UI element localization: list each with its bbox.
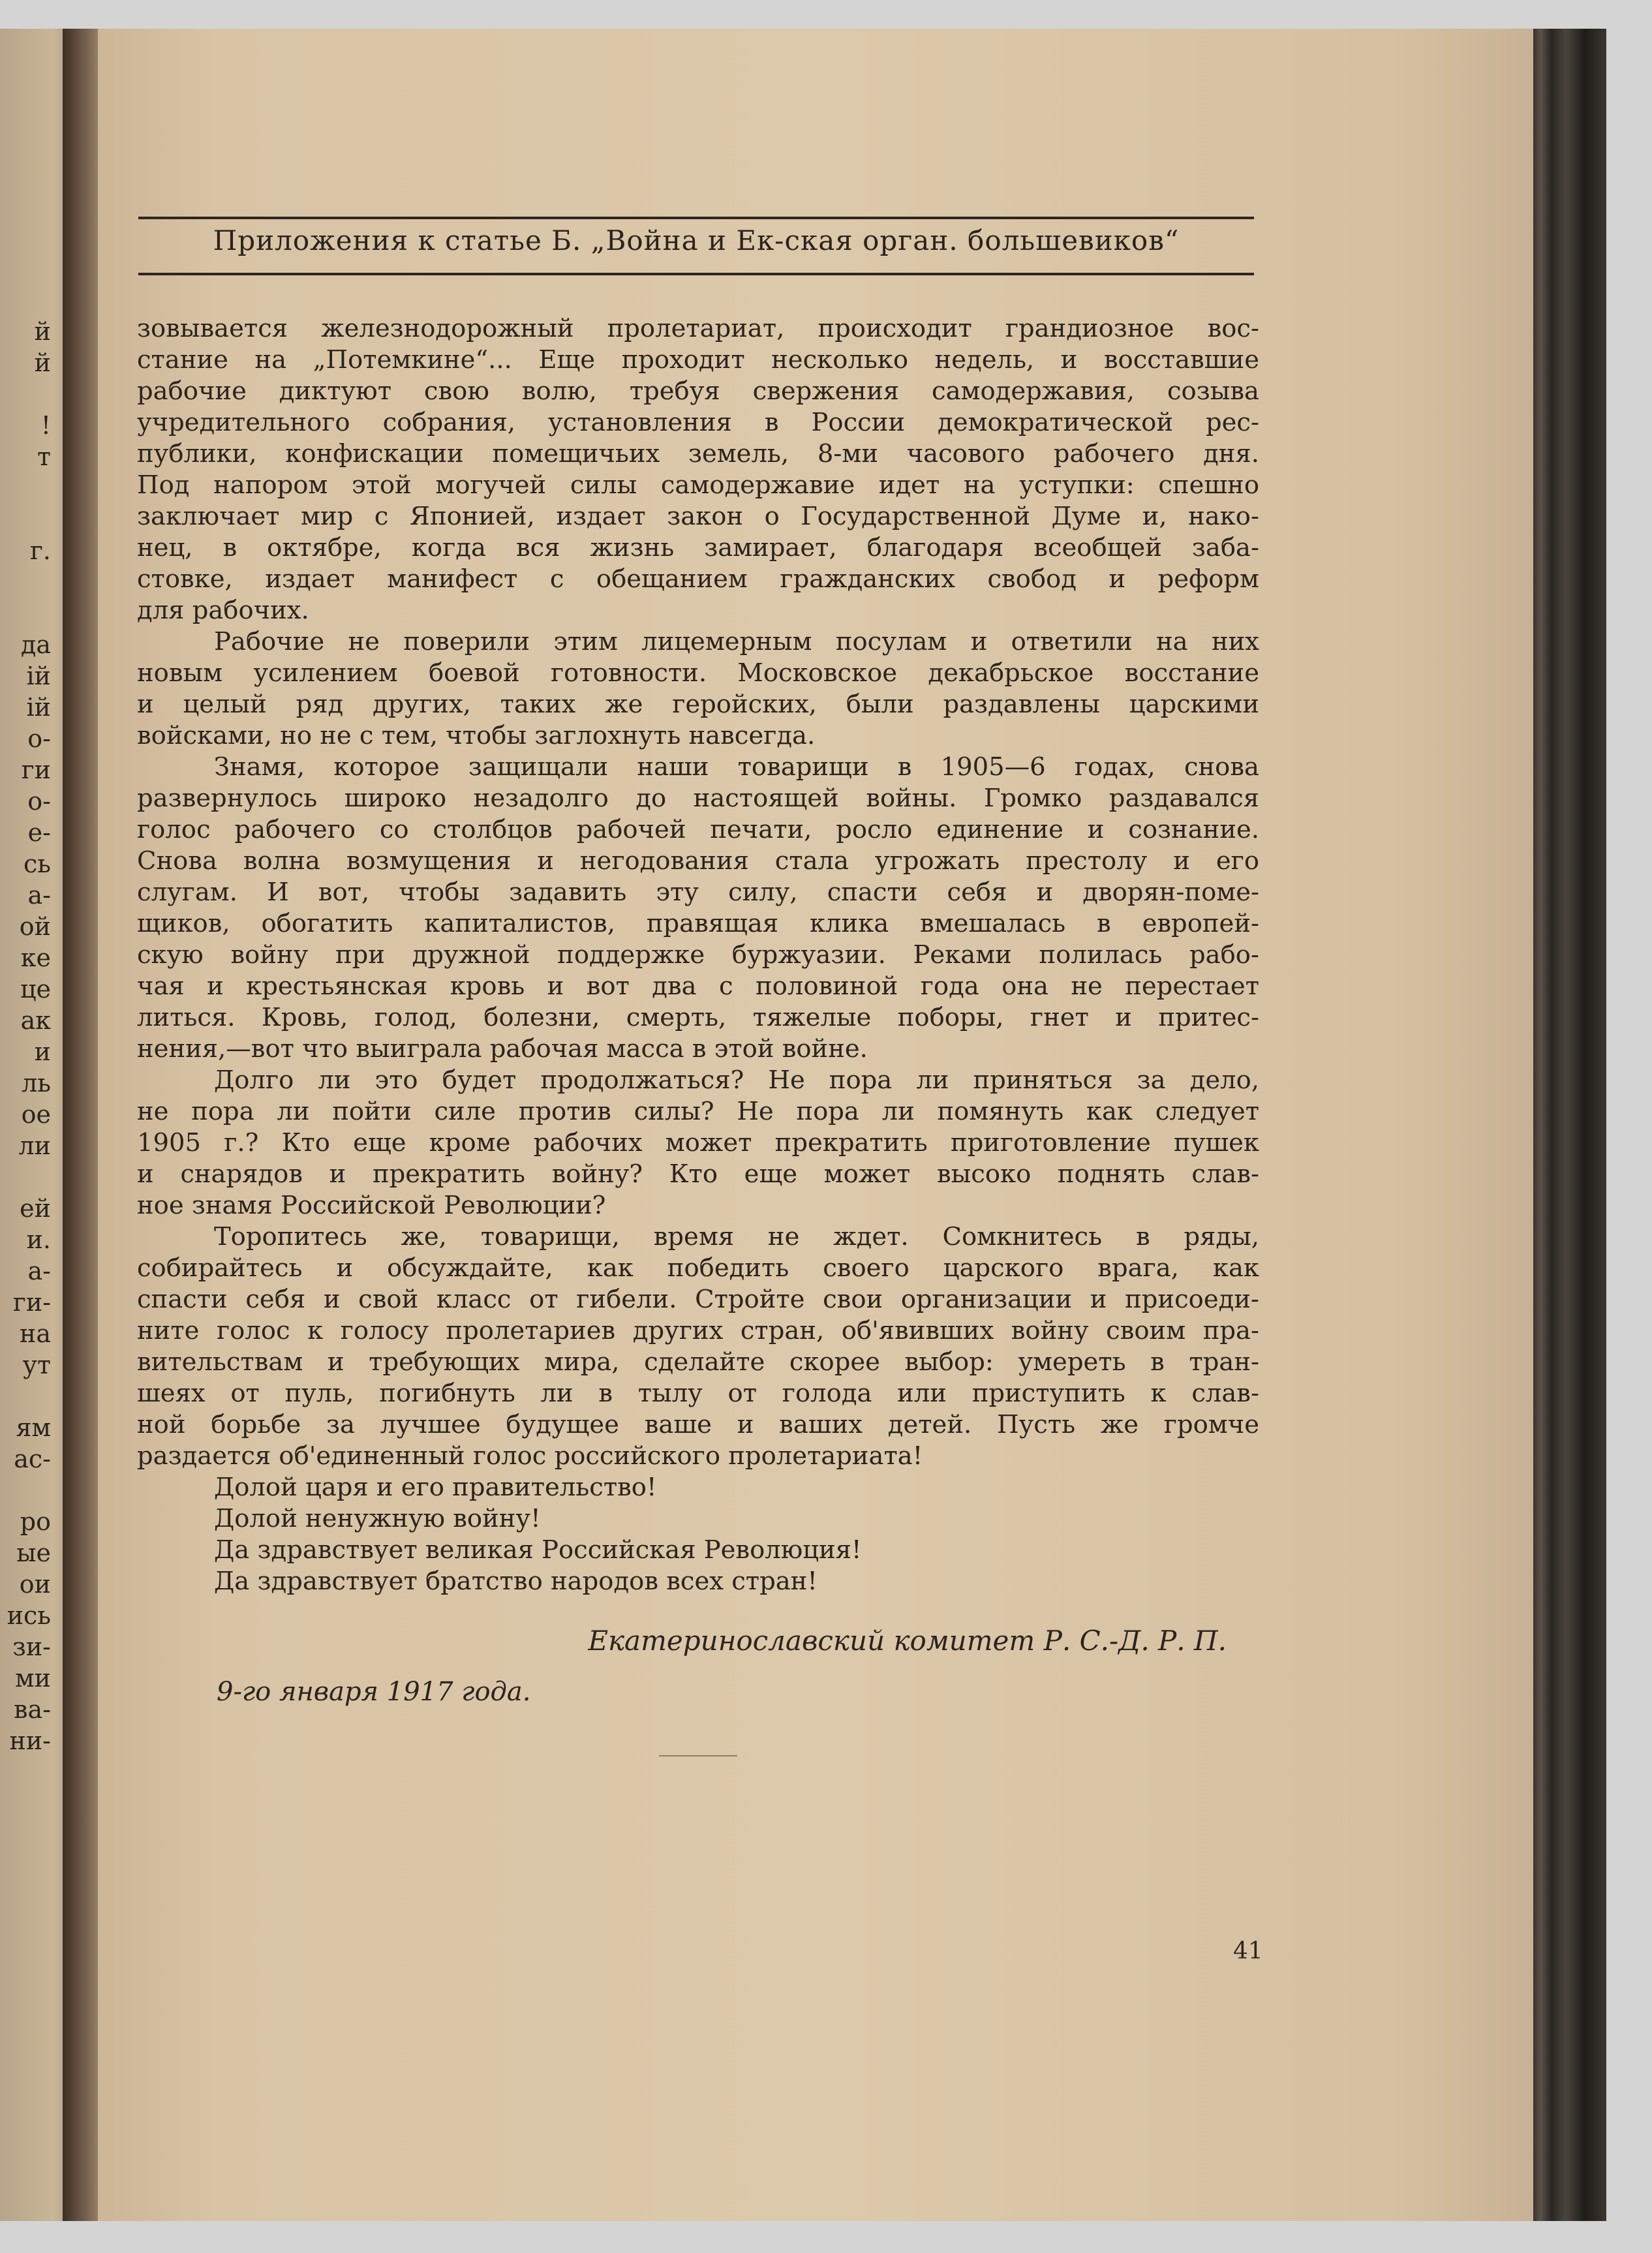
text-line: для рабочих. [137, 596, 309, 625]
prev-page-fragment: ли [18, 1131, 51, 1160]
prev-page-fragment: да [20, 630, 51, 659]
prev-page-fragment: ут [22, 1351, 51, 1379]
prev-page-fragment [0, 1381, 51, 1412]
prev-page-fragment: а- [27, 881, 51, 910]
text-line: рабочие диктуют свою волю, требуя свержения самодержавия, созыва [137, 376, 1259, 406]
prev-page-fragment: ни- [9, 1726, 51, 1755]
prev-page-fragment: ые [16, 1539, 51, 1567]
prev-page-fragment: и. [26, 1225, 51, 1254]
prev-page-fragment: е- [27, 818, 51, 847]
prev-page-fragment [0, 1475, 51, 1506]
prev-page-fragment [0, 1161, 51, 1193]
text-line: раздается об'единенный голос российского пролетариата! [137, 1441, 923, 1471]
text-line: литься. Кровь, голод, болезни, смерть, тяжелые поборы, гнет и притес- [137, 1003, 1259, 1032]
text-line: вительствам и требующих мира, сделайте скорее выбор: умереть в тран- [137, 1347, 1259, 1377]
body-text [137, 313, 1259, 1597]
running-header: Приложения к статье Б. „Война и Ек-ская орган. большевиков“ [213, 224, 1180, 256]
prev-page-fragment: о- [27, 724, 51, 753]
prev-page-fragment: й [34, 317, 51, 346]
text-line: публики, конфискации помещичьих земель, 8-ми часового рабочего дня. [137, 439, 1259, 468]
text-line: учредительного собрания, установления в России демократической рес- [137, 408, 1259, 437]
prev-page-fragment: на [20, 1319, 51, 1348]
closing-rule [659, 1755, 737, 1756]
text-line: спасти себя и свой класс от гибели. Стройте свои организации и присоеди- [137, 1285, 1259, 1314]
text-line: стание на „Потемкине“... Еще проходит несколько недель, и восставшие [137, 345, 1259, 375]
text-line: нец, в октябре, когда вся жизнь замирает, благодаря всеобщей заба- [137, 533, 1259, 562]
text-line: стовке, издает манифест с обещанием гражданских свобод и реформ [137, 564, 1259, 594]
text-line: заключает мир с Японией, издает закон о Государственной Думе и, нако- [137, 502, 1259, 531]
prev-page-fragment: ро [20, 1507, 51, 1536]
prev-page-fragment: це [20, 975, 51, 1004]
prev-page-fragment: ! [40, 411, 51, 440]
prev-page-fragment: ги- [12, 1288, 51, 1317]
book-block-edge [1533, 29, 1606, 2221]
prev-page-fragment: ас- [14, 1445, 51, 1473]
text-line: скую войну при дружной поддержке буржуазии. Реками полилась рабо- [137, 940, 1259, 970]
prev-page-fragment: ми [15, 1664, 51, 1693]
text-line: Да здравствует братство народов всех стран! [214, 1567, 818, 1596]
prev-page-fragment: сь [23, 850, 51, 878]
prev-page-fragment: ій [26, 662, 51, 690]
header-rule-bottom [138, 273, 1254, 275]
text-line: Долго ли это будет продолжаться? Не пора ли приняться за дело, [214, 1065, 1259, 1095]
prev-page-fragment: ги [21, 756, 51, 784]
prev-page-fragment: ое [21, 1100, 51, 1129]
text-line: щиков, обогатить капиталистов, правящая клика вмешалась в европей- [137, 909, 1259, 938]
text-line: шеях от пуль, погибнуть ли в тылу от голода или приступить к слав- [137, 1379, 1259, 1408]
text-line: развернулось широко незадолго до настоящей войны. Громко раздавался [137, 784, 1259, 813]
text-line: и целый ряд других, таких же геройских, были раздавлены царскими [137, 690, 1259, 719]
prev-page-fragment: ке [20, 943, 51, 972]
text-line: голос рабочего со столбцов рабочей печати, росло единение и сознание. [137, 815, 1259, 844]
header-rule-top [138, 217, 1254, 219]
text-line: зовывается железнодорожный пролетариат, происходит грандиозное вос- [137, 314, 1259, 343]
text-line: 1905 г.? Кто еще кроме рабочих может прекратить приготовление пушек [137, 1128, 1259, 1157]
text-line: Торопитесь же, товарищи, время не ждет. Сомкнитесь в ряды, [214, 1222, 1259, 1251]
prev-page-fragment: ва- [14, 1695, 51, 1724]
prev-page-fragment: ей [20, 1194, 51, 1223]
text-line: новым усилением боевой готовности. Московское декабрьское восстание [137, 658, 1259, 688]
text-line: ной борьбе за лучшее будущее ваше и ваших детей. Пусть же громче [137, 1410, 1259, 1439]
prev-page-fragment: г. [30, 536, 51, 565]
prev-page-fragment [0, 378, 51, 410]
text-line: Знамя, которое защищали наши товарищи в 1905—6 годах, снова [214, 752, 1259, 782]
text-line: ните голос к голосу пролетариев других стран, об'явивших войну своим пра- [137, 1316, 1259, 1345]
document-date: 9-го января 1917 года. [217, 1677, 531, 1707]
text-line: Долой царя и его правительство! [214, 1473, 657, 1502]
text-line: и снарядов и прекратить войну? Кто еще может высоко поднять слав- [137, 1159, 1259, 1189]
text-line: чая и крестьянская кровь и вот два с половиной года она не перестает [137, 972, 1259, 1001]
signature: Екатеринославский комитет Р. С.-Д. Р. П. [588, 1625, 1227, 1657]
prev-page-fragment [0, 504, 51, 535]
prev-page-fragment: а- [27, 1257, 51, 1285]
text-line: ное знамя Российской Революции? [137, 1191, 606, 1220]
page-number: 41 [1233, 1938, 1263, 1965]
text-line: Снова волна возмущения и негодования стала угрожать престолу и его [137, 846, 1259, 876]
prev-page-fragment: ій [26, 693, 51, 722]
text-line: Да здравствует великая Российская Революция! [214, 1535, 862, 1565]
prev-page-fragment: ись [7, 1601, 51, 1630]
prev-page-fragment: и [34, 1037, 51, 1066]
prev-page-fragment: й [34, 348, 51, 377]
text-line: Под напором этой могучей силы самодержавие идет на уступки: спешно [137, 470, 1259, 500]
prev-page-fragment: о- [27, 787, 51, 816]
prev-page-fragment [0, 598, 51, 629]
text-line: слугам. И вот, чтобы задавить эту силу, спасти себя и дворян-поме- [137, 878, 1259, 907]
prev-page-fragment: ям [16, 1413, 51, 1442]
prev-page-fragment: ой [19, 912, 51, 941]
prev-page-fragment: т [37, 442, 51, 471]
prev-page-fragment: зи- [12, 1632, 51, 1661]
text-line: не пора ли пойти силе против силы? Не пора ли помянуть как следует [137, 1097, 1259, 1126]
text-line: собирайтесь и обсуждайте, как победить своего царского врага, как [137, 1253, 1259, 1283]
prev-page-fragment: ои [19, 1570, 51, 1599]
text-line: войсками, но не с тем, чтобы заглохнуть навсегда. [137, 721, 816, 750]
prev-page-fragment: ль [22, 1069, 51, 1097]
text-line: Рабочие не поверили этим лицемерным посулам и ответили на них [214, 627, 1259, 656]
text-line: Долой ненужную войну! [214, 1504, 541, 1533]
previous-page-text-fragments [0, 316, 51, 1756]
text-line: нения,—вот что выиграла рабочая масса в этой войне. [137, 1034, 868, 1064]
prev-page-fragment [0, 566, 51, 598]
prev-page-fragment [0, 472, 51, 504]
prev-page-fragment: ак [20, 1006, 51, 1035]
